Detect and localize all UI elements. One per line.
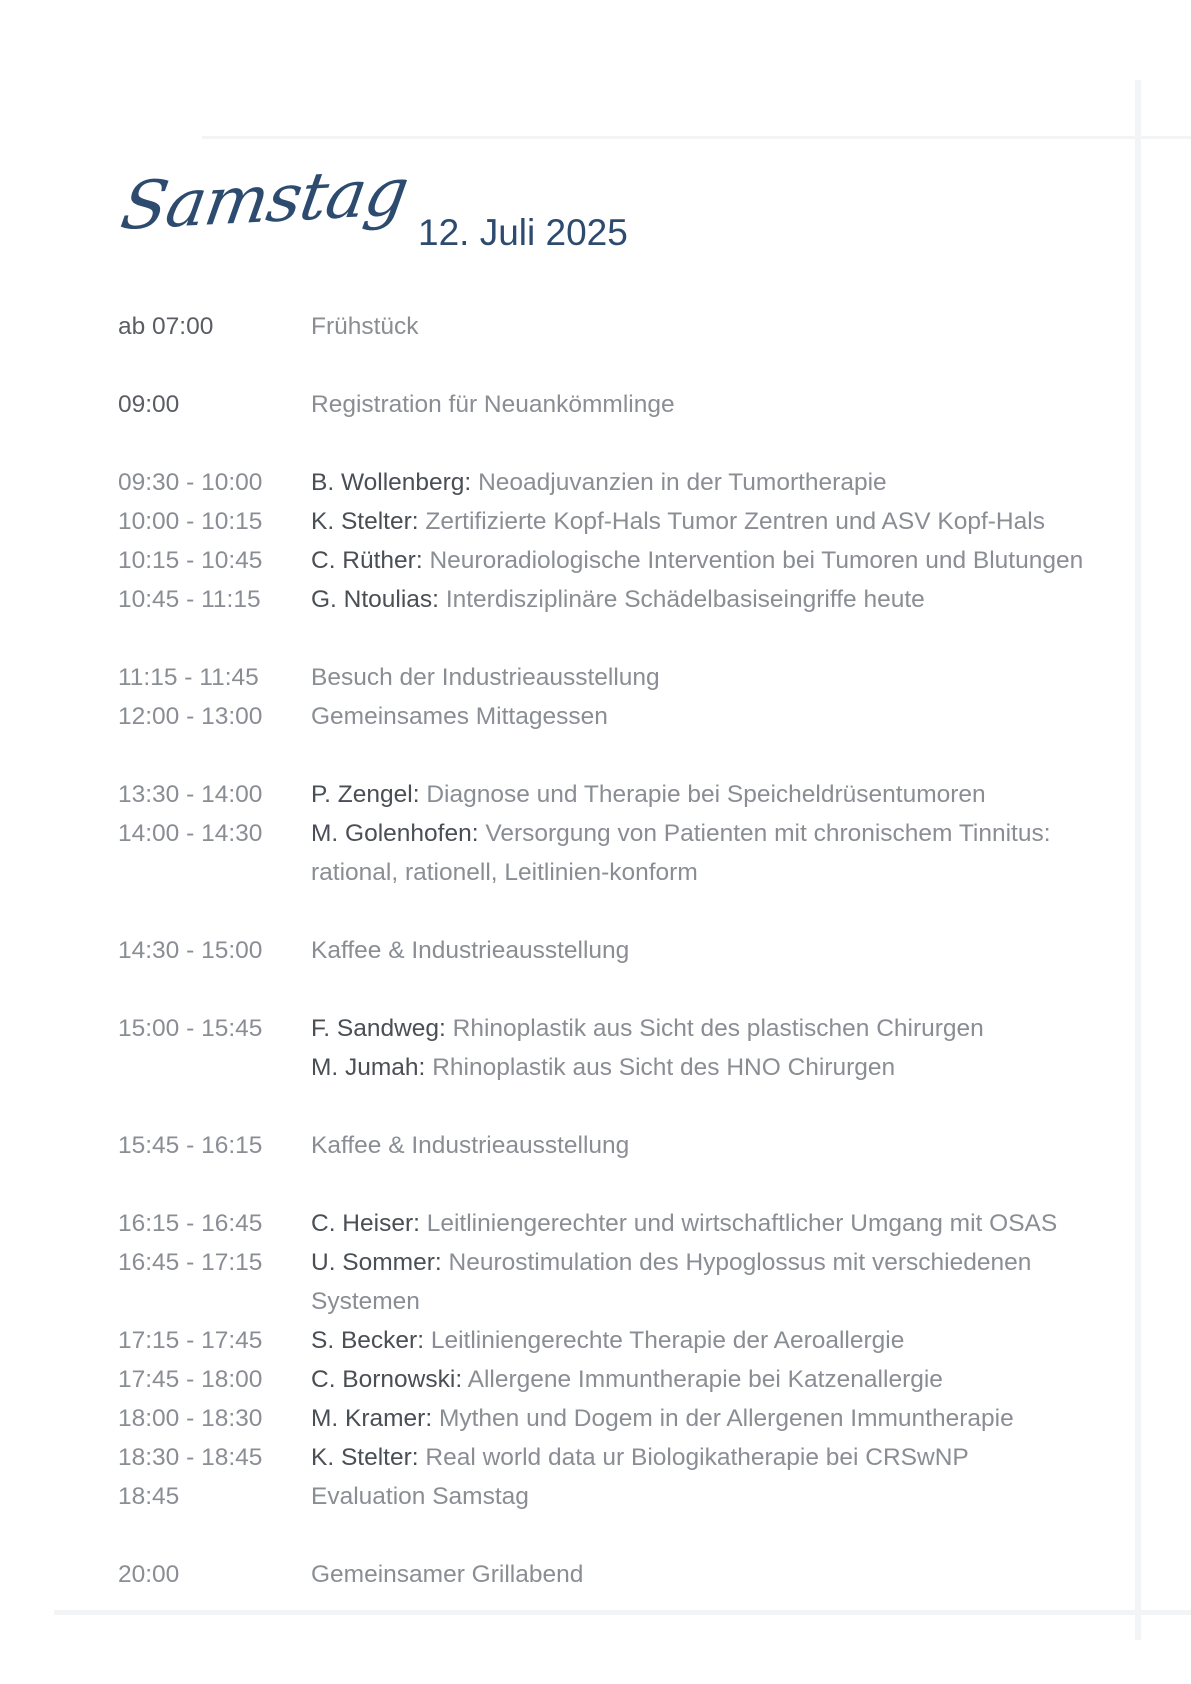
speaker-name: P. Zengel:	[311, 781, 420, 808]
schedule-description	[311, 1321, 1131, 1360]
day-title: Samstag	[116, 153, 414, 245]
schedule-list	[118, 307, 1128, 1594]
schedule-row	[118, 385, 1128, 424]
schedule-description	[311, 463, 1131, 502]
schedule-description	[311, 1009, 1131, 1048]
schedule-description	[311, 1555, 1131, 1594]
session-title: Registration für Neuankömmlinge	[311, 391, 675, 418]
day-date: 12. Juli 2025	[418, 212, 628, 253]
schedule-row	[118, 1009, 1128, 1048]
schedule-row	[118, 463, 1128, 502]
schedule-description	[311, 658, 1131, 697]
session-title: Rhinoplastik aus Sicht des HNO Chirurgen	[432, 1054, 896, 1081]
session-title: Evaluation Samstag	[311, 1483, 529, 1510]
schedule-time: 13:30 - 14:00	[118, 781, 263, 808]
schedule-description	[311, 1126, 1131, 1165]
page-frame-top	[202, 136, 1191, 139]
schedule-description	[311, 1438, 1131, 1477]
session-title: Gemeinsamer Grillabend	[311, 1561, 584, 1588]
schedule-row	[118, 1438, 1128, 1477]
schedule-row	[118, 1321, 1128, 1360]
schedule-time: 16:45 - 17:15	[118, 1249, 263, 1276]
schedule-row	[118, 307, 1128, 346]
session-title: Diagnose und Therapie bei Speicheldrüsentumoren	[426, 781, 986, 808]
session-title: Kaffee & Industrieausstellung	[311, 1132, 630, 1159]
schedule-time: 15:45 - 16:15	[118, 1132, 263, 1159]
schedule-description	[311, 307, 1131, 346]
schedule-row	[118, 1243, 1128, 1321]
session-title: Gemeinsames Mittagessen	[311, 703, 608, 730]
schedule-time: 09:30 - 10:00	[118, 469, 263, 496]
session-title: Besuch der Industrieausstellung	[311, 664, 660, 691]
session-title: Mythen und Dogem in der Allergenen Immuntherapie	[438, 1405, 1014, 1432]
schedule-row	[118, 1555, 1128, 1594]
schedule-description	[311, 385, 1131, 424]
schedule-row	[118, 541, 1128, 580]
schedule-time: 16:15 - 16:45	[118, 1210, 263, 1237]
schedule-row	[118, 775, 1128, 814]
speaker-name: U. Sommer:	[311, 1249, 442, 1276]
schedule-description	[311, 502, 1131, 541]
speaker-name: F. Sandweg:	[311, 1015, 446, 1042]
schedule-row	[118, 580, 1128, 619]
schedule-time: 18:00 - 18:30	[118, 1405, 263, 1432]
schedule-row	[118, 1048, 1128, 1087]
schedule-description	[311, 1243, 1131, 1321]
schedule-row	[118, 1399, 1128, 1438]
schedule-time: 17:15 - 17:45	[118, 1327, 263, 1354]
schedule-time: 20:00	[118, 1561, 180, 1588]
speaker-name: S. Becker:	[311, 1327, 425, 1354]
speaker-name: G. Ntoulias:	[311, 586, 439, 613]
schedule-description	[311, 1204, 1131, 1243]
schedule-row	[118, 1477, 1128, 1516]
session-title: Rhinoplastik aus Sicht des plastischen Chirurgen	[452, 1015, 984, 1042]
speaker-name: C. Heiser:	[311, 1210, 420, 1237]
schedule-description	[311, 931, 1131, 970]
schedule-description	[311, 541, 1131, 580]
schedule-description	[311, 775, 1131, 814]
schedule-description	[311, 580, 1131, 619]
schedule-time: 10:45 - 11:15	[118, 586, 261, 613]
session-title: Zertifizierte Kopf-Hals Tumor Zentren und ASV Kopf-Hals	[425, 508, 1045, 535]
schedule-time: 11:15 - 11:45	[118, 664, 259, 691]
schedule-description	[311, 814, 1131, 892]
schedule-time: ab 07:00	[118, 313, 214, 340]
session-title: Allergene Immuntherapie bei Katzenallergie	[467, 1366, 943, 1393]
session-title: Real world data ur Biologikatherapie bei CRSwNP	[425, 1444, 969, 1471]
schedule-row	[118, 931, 1128, 970]
schedule-description	[311, 1360, 1131, 1399]
session-title: Leitliniengerechter und wirtschaftlicher Umgang mit OSAS	[426, 1210, 1058, 1237]
schedule-time: 15:00 - 15:45	[118, 1015, 263, 1042]
schedule-row	[118, 1360, 1128, 1399]
schedule-time: 17:45 - 18:00	[118, 1366, 263, 1393]
session-title: Kaffee & Industrieausstellung	[311, 937, 630, 964]
session-title: Interdisziplinäre Schädelbasiseingriffe heute	[445, 586, 925, 613]
speaker-name: M. Jumah:	[311, 1054, 426, 1081]
schedule-time: 12:00 - 13:00	[118, 703, 263, 730]
schedule-time: 14:30 - 15:00	[118, 937, 263, 964]
schedule-description	[311, 1048, 1131, 1087]
page-frame-bottom	[54, 1610, 1191, 1615]
speaker-name: K. Stelter:	[311, 508, 419, 535]
schedule-row	[118, 697, 1128, 736]
schedule-row	[118, 502, 1128, 541]
schedule-time: 14:00 - 14:30	[118, 820, 263, 847]
speaker-name: C. Rüther:	[311, 547, 423, 574]
schedule-time: 09:00	[118, 391, 180, 418]
speaker-name: M. Kramer:	[311, 1405, 433, 1432]
schedule-time: 18:30 - 18:45	[118, 1444, 263, 1471]
page-frame-right	[1135, 80, 1141, 1640]
schedule-time: 18:45	[118, 1483, 180, 1510]
schedule-time: 10:15 - 10:45	[118, 547, 263, 574]
session-title: Neurostimulation des Hypoglossus mit verschiedenen Systemen	[311, 1249, 1032, 1315]
speaker-name: C. Bornowski:	[311, 1366, 463, 1393]
schedule-time: 10:00 - 10:15	[118, 508, 263, 535]
speaker-name: B. Wollenberg:	[311, 469, 472, 496]
session-title: Neuroradiologische Intervention bei Tumoren und Blutungen	[429, 547, 1084, 574]
speaker-name: M. Golenhofen:	[311, 820, 479, 847]
session-title: Versorgung von Patienten mit chronischem Tinnitus: rational, rationell, Leitlinien-konform	[311, 820, 1051, 886]
schedule-description	[311, 697, 1131, 736]
schedule-row	[118, 1204, 1128, 1243]
session-title: Leitliniengerechte Therapie der Aeroallergie	[430, 1327, 905, 1354]
session-title: Frühstück	[311, 313, 419, 340]
schedule-description	[311, 1477, 1131, 1516]
session-title: Neoadjuvanzien in der Tumortherapie	[478, 469, 887, 496]
schedule-row	[118, 814, 1128, 892]
speaker-name: K. Stelter:	[311, 1444, 419, 1471]
schedule-row	[118, 658, 1128, 697]
schedule-row	[118, 1126, 1128, 1165]
schedule-description	[311, 1399, 1131, 1438]
